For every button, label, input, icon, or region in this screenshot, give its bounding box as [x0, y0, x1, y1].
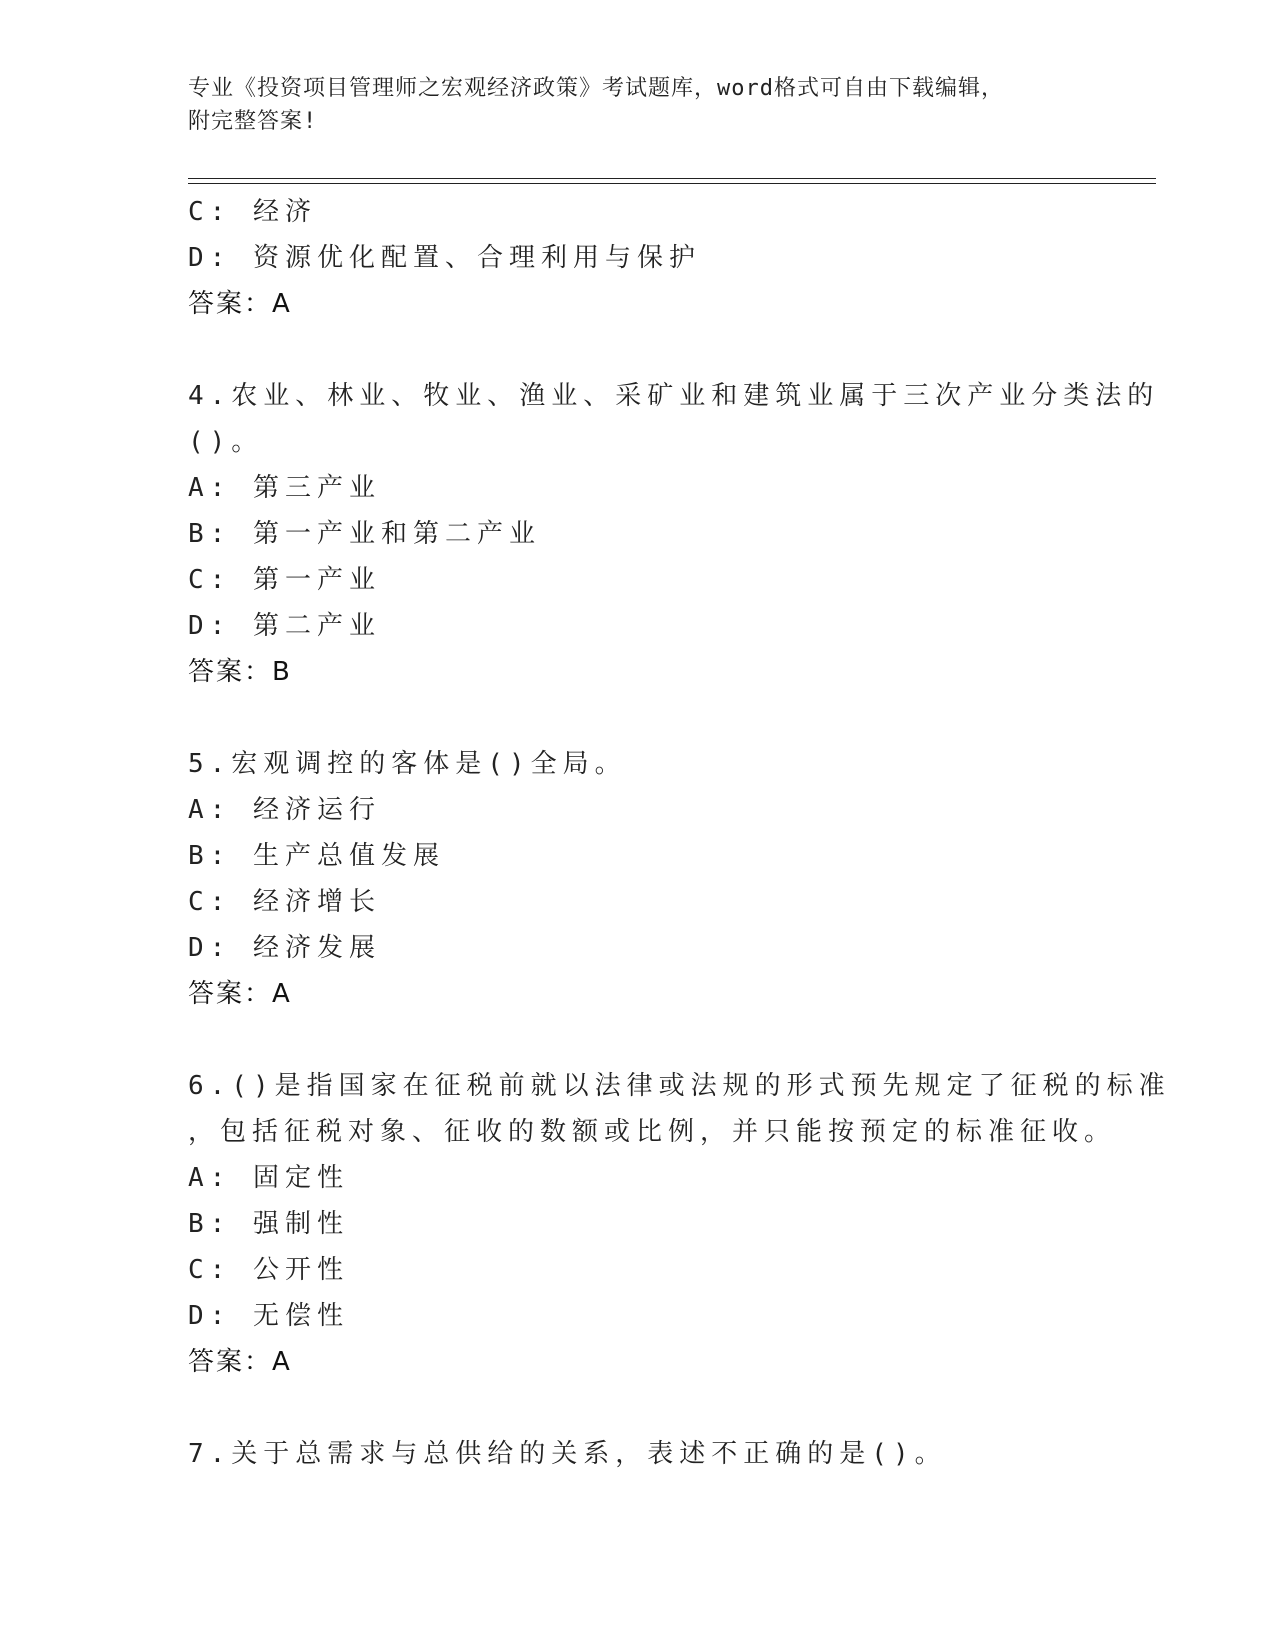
spacer	[188, 695, 1088, 741]
option-c: C: 公开性	[188, 1255, 349, 1285]
question-6	[188, 1063, 1171, 1385]
option-d: D: 资源优化配置、合理利用与保护	[188, 243, 701, 273]
option-b: B: 生产总值发展	[188, 841, 445, 871]
option-c: C: 经济增长	[188, 887, 381, 917]
document-header	[188, 72, 1088, 138]
question-stem: 7.关于总需求与总供给的关系，表述不正确的是()。	[188, 1439, 947, 1469]
question-3-tail	[188, 189, 1088, 327]
option-d: D: 经济发展	[188, 933, 381, 963]
question-4	[188, 373, 1160, 695]
question-stem: 4.农业、林业、牧业、渔业、采矿业和建筑业属于三次产业分类法的	[188, 381, 1160, 411]
question-stem: 5.宏观调控的客体是()全局。	[188, 749, 627, 779]
answer-line: 答案：B	[188, 657, 292, 687]
option-c: C: 经济	[188, 197, 317, 227]
header-divider-top	[188, 178, 1156, 179]
option-a: A: 经济运行	[188, 795, 381, 825]
option-d: D: 无偿性	[188, 1301, 349, 1331]
option-a: A: 第三产业	[188, 473, 381, 503]
spacer	[188, 1385, 1088, 1431]
option-b: B: 第一产业和第二产业	[188, 519, 541, 549]
question-stem: 6.()是指国家在征税前就以法律或法规的形式预先规定了征税的标准	[188, 1071, 1171, 1101]
option-a: A: 固定性	[188, 1163, 349, 1193]
answer-line: 答案：A	[188, 979, 292, 1009]
header-line-2: 附完整答案!	[188, 109, 318, 134]
answer-line: 答案：A	[188, 1347, 292, 1377]
spacer	[188, 1017, 1088, 1063]
question-list	[188, 189, 1171, 1477]
option-c: C: 第一产业	[188, 565, 381, 595]
option-d: D: 第二产业	[188, 611, 381, 641]
header-divider-bottom	[188, 183, 1156, 184]
question-5	[188, 741, 1088, 1017]
question-7	[188, 1431, 1088, 1477]
question-stem-continued: ()。	[188, 427, 264, 457]
option-b: B: 强制性	[188, 1209, 349, 1239]
spacer	[188, 327, 1088, 373]
question-stem-continued: ，包括征税对象、征收的数额或比例，并只能按预定的标准征收。	[188, 1117, 1117, 1147]
header-line-1: 专业《投资项目管理师之宏观经济政策》考试题库，word格式可自由下载编辑，	[188, 76, 1004, 101]
answer-line: 答案：A	[188, 289, 292, 319]
